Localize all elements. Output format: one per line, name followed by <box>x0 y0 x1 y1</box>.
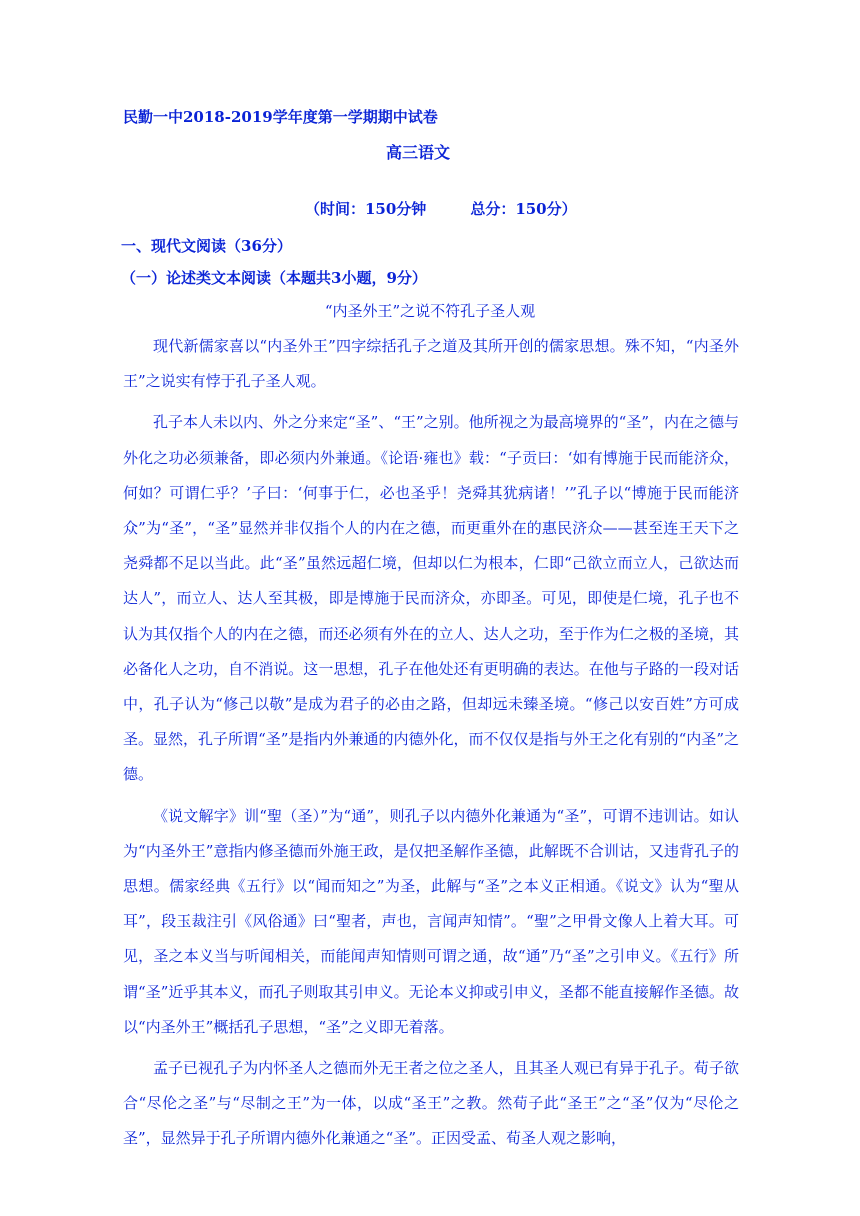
time-total-line <box>305 198 577 219</box>
article-paragraph: 现代新儒家喜以“内圣外王”四字综括孔子之道及其所开创的儒家思想。殊不知，“内圣外王”之说实有悖于孔子圣人观。 <box>123 337 739 391</box>
subsection-heading: （一）论述类文本阅读（本题共3小题，9分） <box>121 269 427 287</box>
article-paragraph: 《说文解字》训“聖（圣）”为“通”，则孔子以内德外化兼通为“圣”，可谓不违训诂。如认为“内圣外王”意指内修圣德而外施王政，是仅把圣解作圣德，此解既不合训诂，又违背孔子的思想。儒家经典《五行》以“闻而知之”为圣，此解与“圣”之本义正相通。《说文》认为“聖从耳”，段玉裁注引《风俗通》曰“聖者，声也，言闻声知情”。“聖”之甲骨文像人上着大耳。可见，圣之本义当与听闻相关，而能闻声知情则可谓之通，故“通”乃“圣”之引申义。《五行》所谓“圣”近乎其本义，而孔子则取其引申义。无论本义抑或引申义，圣都不能直接解作圣德。故以“内圣外王”概括孔子思想，“圣”之义即无着落。 <box>123 806 739 1036</box>
exam-time: （时间：150分钟 <box>305 200 427 218</box>
article-paragraph: 孟子已视孔子为内怀圣人之德而外无王者之位之圣人，且其圣人观已有异于孔子。荀子欲合“尽伦之圣”与“尽制之王”为一体，以成“圣王”之教。然荀子此“圣王”之“圣”仅为“尽伦之圣”，显然异于孔子所谓内德外化兼通之“圣”。正因受孟、荀圣人观之影响， <box>123 1059 739 1148</box>
article-paragraph: 孔子本人未以内、外之分来定“圣”、“王”之别。他所视之为最高境界的“圣”，内在之德与外化之功必须兼备，即必须内外兼通。《论语·雍也》载：“子贡曰：‘如有博施于民而能济众，何如？可谓仁乎？’子曰：‘何事于仁，必也圣乎！尧舜其犹病诸！’”孔子以“博施于民而能济众”为“圣”，“圣”显然并非仅指个人的内在之德，而更重外在的惠民济众——甚至连王天下之尧舜都不足以当此。此“圣”虽然远超仁境，但却以仁为根本，仁即“己欲立而立人，己欲达而达人”，而立人、达人至其极，即是博施于民而济众，亦即圣。可见，即使是仁境，孔子也不认为其仅指个人的内在之德，而还必须有外在的立人、达人之功，至于作为仁之极的圣境，其必备化人之功，自不消说。这一思想，孔子在他处还有更明确的表达。在他与子路的一段对话中，孔子认为“修己以敬”是成为君子的必由之路，但却远未臻圣境。“修己以安百姓”方可成圣。显然，孔子所谓“圣”是指内外兼通的内德外化，而不仅仅是指与外王之化有别的“内圣”之德。 <box>123 413 740 784</box>
exam-total-score: 总分：150分） <box>470 200 577 218</box>
section-heading: 一、现代文阅读（36分） <box>121 237 292 255</box>
school-exam-title: 民勤一中2018-2019学年度第一学期期中试卷 <box>123 108 438 126</box>
article-body <box>123 329 739 1157</box>
subject-title: 高三语文 <box>386 143 451 162</box>
article-title: “内圣外王”之说不符孔子圣人观 <box>324 302 536 320</box>
